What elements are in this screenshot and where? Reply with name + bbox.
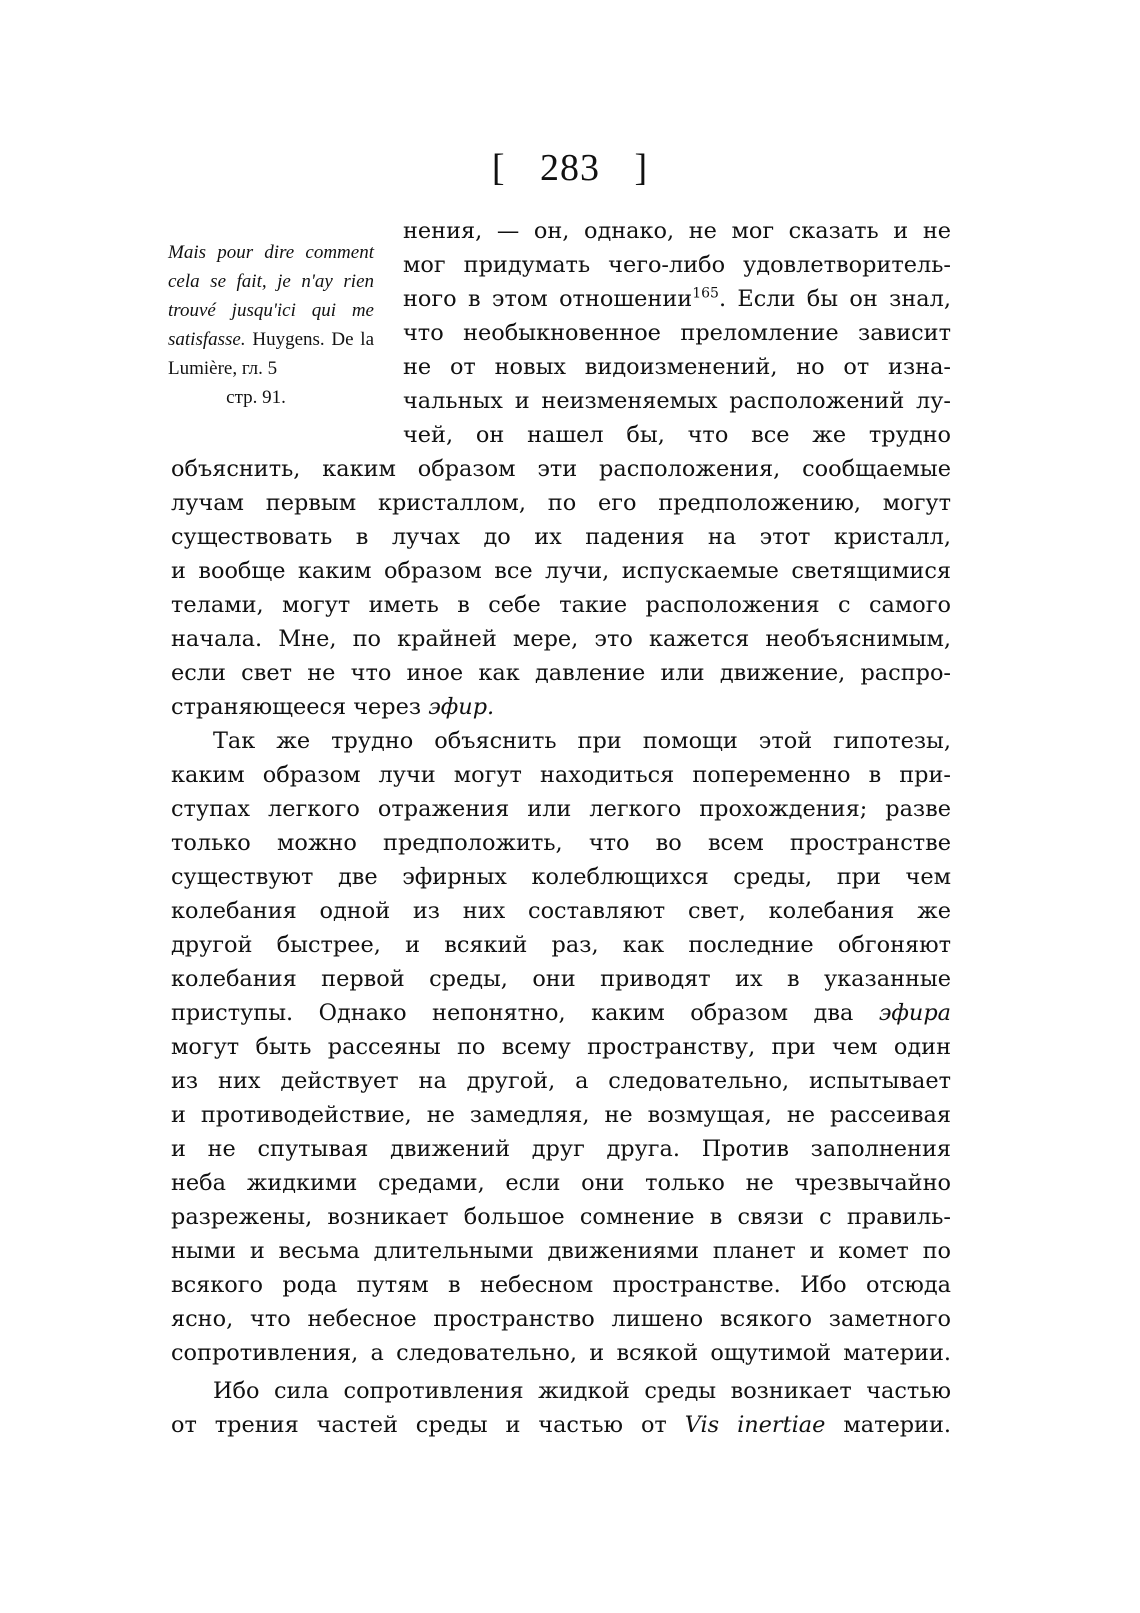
text-line: Так же трудно объяснить при помощи этой гипотезы,: [213, 728, 951, 754]
text-line: другой быстрее, и всякий раз, как последние обгоняют: [171, 932, 951, 958]
text-segment: приступы. Однако непонятно, каким образом два: [171, 1000, 854, 1026]
text-line: нения, — он, однако, не мог сказать и не: [403, 218, 951, 244]
italic-term: эфира: [878, 1000, 951, 1026]
text-segment: ного в этом отношении: [403, 286, 693, 312]
text-line: сопротивления, а следовательно, и всякой ощутимой материи.: [171, 1340, 951, 1366]
text-line: из них действует на другой, а следовательно, испытывает: [171, 1068, 951, 1094]
text-line: и вообще каким образом все лучи, испускаемые светящимися: [171, 558, 951, 584]
text-line: ными и весьма длительными движениями планет и комет по: [171, 1238, 951, 1264]
text-line: существовать в лучах до их падения на этот кристалл,: [171, 524, 951, 550]
text-line: всякого рода путям в небесном пространстве. Ибо отсюда: [171, 1272, 951, 1298]
margin-note-source: Huygens. De la Lumière, гл. 5: [168, 329, 375, 379]
text-line: могут быть рассеяны по всему пространству, при чем один: [171, 1034, 951, 1060]
text-line: [403, 282, 951, 316]
text-line: существуют две эфирных колеблющихся среды, при чем: [171, 864, 951, 890]
text-line: объяснить, каким образом эти расположения, сообщаемые: [171, 456, 951, 482]
page-number-close-bracket: ]: [634, 147, 649, 189]
page-number: [0, 146, 1140, 190]
text-line: разрежены, возникает большое сомнение в связи с правиль-: [171, 1204, 951, 1230]
text-line: не от новых видоизменений, но от изна-: [403, 354, 951, 380]
text-line: ступах легкого отражения или легкого прохождения; разве: [171, 796, 951, 822]
text-line: если свет не что иное как давление или движение, распро-: [171, 660, 951, 686]
text-line: мог придумать чего-либо удовлетворитель-: [403, 252, 951, 278]
italic-term: эфир.: [428, 694, 495, 720]
text-line: колебания первой среды, они приводят их в указанные: [171, 966, 951, 992]
footnote-ref: 165: [692, 285, 719, 302]
text-line: лучам первым кристаллом, по его предположению, могут: [171, 490, 951, 516]
text-segment: материи.: [843, 1412, 952, 1438]
page-number-open-bracket: [: [491, 147, 506, 189]
margin-note: [168, 238, 374, 412]
text-line: что необыкновенное преломление зависит: [403, 320, 951, 346]
text-line: Ибо сила сопротивления жидкой среды возникает частью: [213, 1378, 951, 1404]
text-line: только можно предположить, что во всем пространстве: [171, 830, 951, 856]
text-line: неба жидкими средами, если они только не чрезвычайно: [171, 1170, 951, 1196]
text-segment: страняющееся через: [171, 694, 422, 720]
text-line: и не спутывая движений друг друга. Против заполнения: [171, 1136, 951, 1162]
text-segment: от трения частей среды и частью от: [171, 1412, 667, 1438]
text-line: чей, он нашел бы, что все же трудно: [403, 422, 951, 448]
text-line: ясно, что небесное пространство лишено всякого заметного: [171, 1306, 951, 1332]
text-line: каким образом лучи могут находиться попеременно в при-: [171, 762, 951, 788]
text-line: и противодействие, не замедляя, не возмущая, не рассеивая: [171, 1102, 951, 1128]
text-segment: . Если бы он знал,: [718, 286, 951, 312]
text-line: чальных и неизменяемых расположений лу-: [403, 388, 951, 414]
page-number-value: 283: [540, 147, 600, 189]
text-line: колебания одной из них составляют свет, колебания же: [171, 898, 951, 924]
text-line: [171, 996, 951, 1030]
text-line: телами, могут иметь в себе такие расположения с самого: [171, 592, 951, 618]
text-line: начала. Мне, по крайней мере, это кажется необъяснимым,: [171, 626, 951, 652]
text-line: [171, 690, 951, 724]
margin-note-page-ref: стр. 91.: [226, 387, 286, 408]
margin-note-quote: Mais pour dire comment cela se fait, je n'ay rien trouvé jusqu'ici qui me satisfasse.: [168, 242, 374, 350]
text-line: [171, 1408, 951, 1442]
latin-term: Vis inertiae: [684, 1412, 826, 1438]
